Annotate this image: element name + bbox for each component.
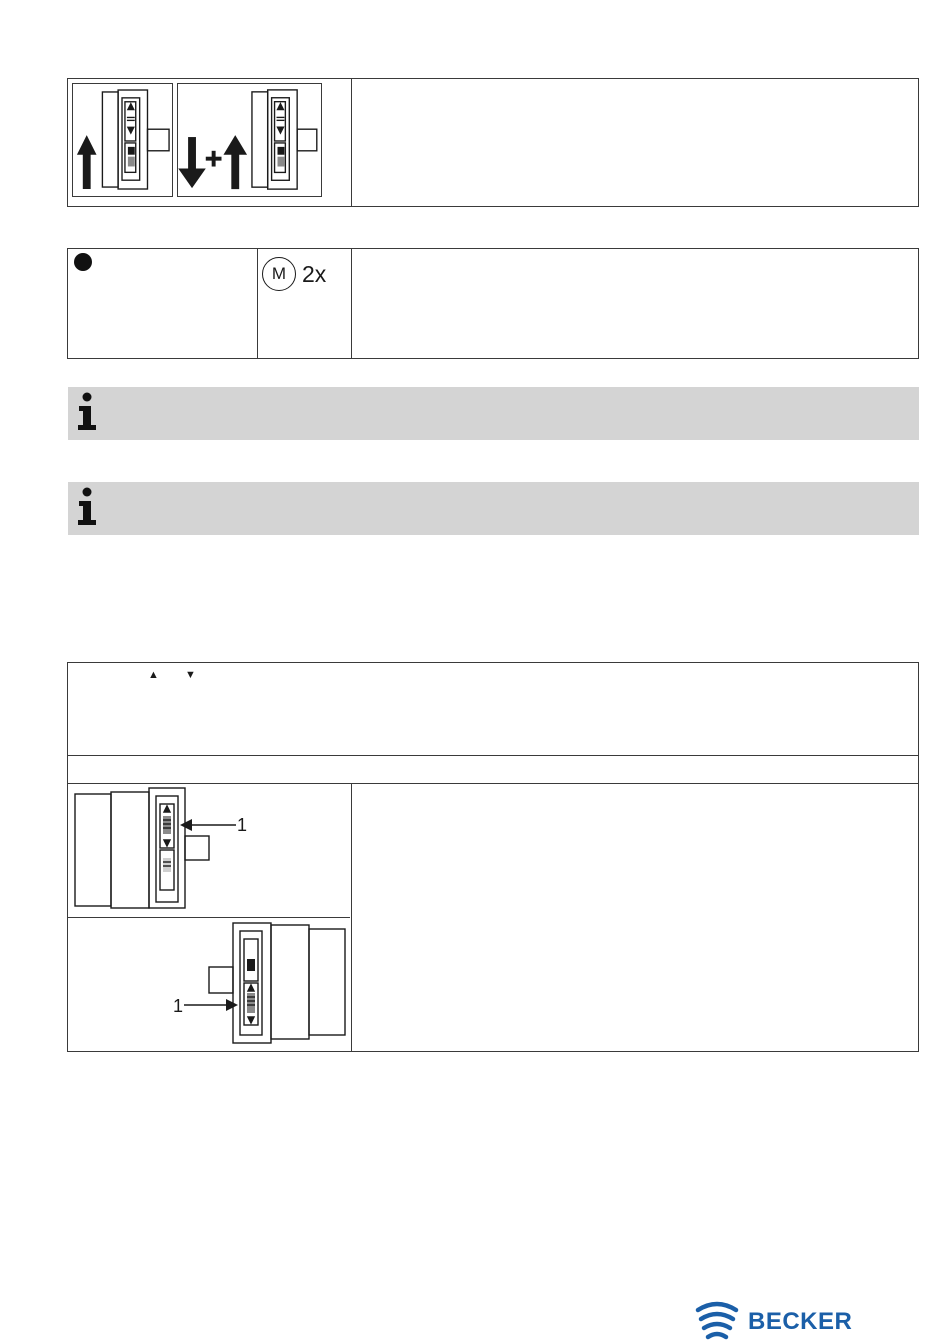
figure-up-press-drawing bbox=[73, 84, 172, 196]
up-arrow-symbol: ▲ bbox=[148, 669, 159, 681]
switch-unit-icon bbox=[102, 90, 169, 189]
becker-logo-icon bbox=[694, 1300, 740, 1342]
memory-key-instruction bbox=[262, 257, 342, 291]
memory-step-table bbox=[67, 248, 919, 359]
switch-detail-top-figure bbox=[68, 784, 350, 916]
figure-up-press bbox=[72, 83, 173, 197]
table-divider bbox=[257, 249, 258, 358]
becker-logo-text: BECKER bbox=[748, 1308, 853, 1335]
info-note bbox=[68, 387, 919, 440]
table-divider bbox=[351, 783, 352, 1051]
status-dot-icon bbox=[74, 253, 92, 271]
down-arrow-symbol: ▼ bbox=[185, 669, 196, 681]
callout-arrow-icon bbox=[180, 819, 236, 831]
arrow-up-icon bbox=[77, 135, 97, 189]
memory-key-icon: M bbox=[262, 257, 296, 291]
callout-label: 1 bbox=[173, 996, 184, 1016]
info-icon bbox=[76, 392, 98, 432]
switch-detail-bottom-figure bbox=[68, 917, 350, 1049]
arrow-down-icon bbox=[178, 137, 206, 188]
memory-key-press-count: 2x bbox=[302, 261, 327, 287]
info-icon bbox=[76, 487, 98, 527]
info-note bbox=[68, 482, 919, 535]
arrow-up-icon bbox=[223, 135, 247, 189]
callout-arrow-icon bbox=[184, 999, 238, 1011]
figure-down-plus-up-press bbox=[177, 83, 322, 197]
becker-logo bbox=[694, 1300, 864, 1342]
plus-icon bbox=[206, 151, 222, 167]
table-divider bbox=[351, 249, 352, 358]
table-divider bbox=[351, 79, 352, 206]
figure-down-plus-up-drawing bbox=[178, 84, 321, 196]
switch-unit-icon bbox=[252, 90, 317, 189]
callout-label: 1 bbox=[237, 815, 248, 835]
table-row-divider bbox=[68, 755, 918, 756]
